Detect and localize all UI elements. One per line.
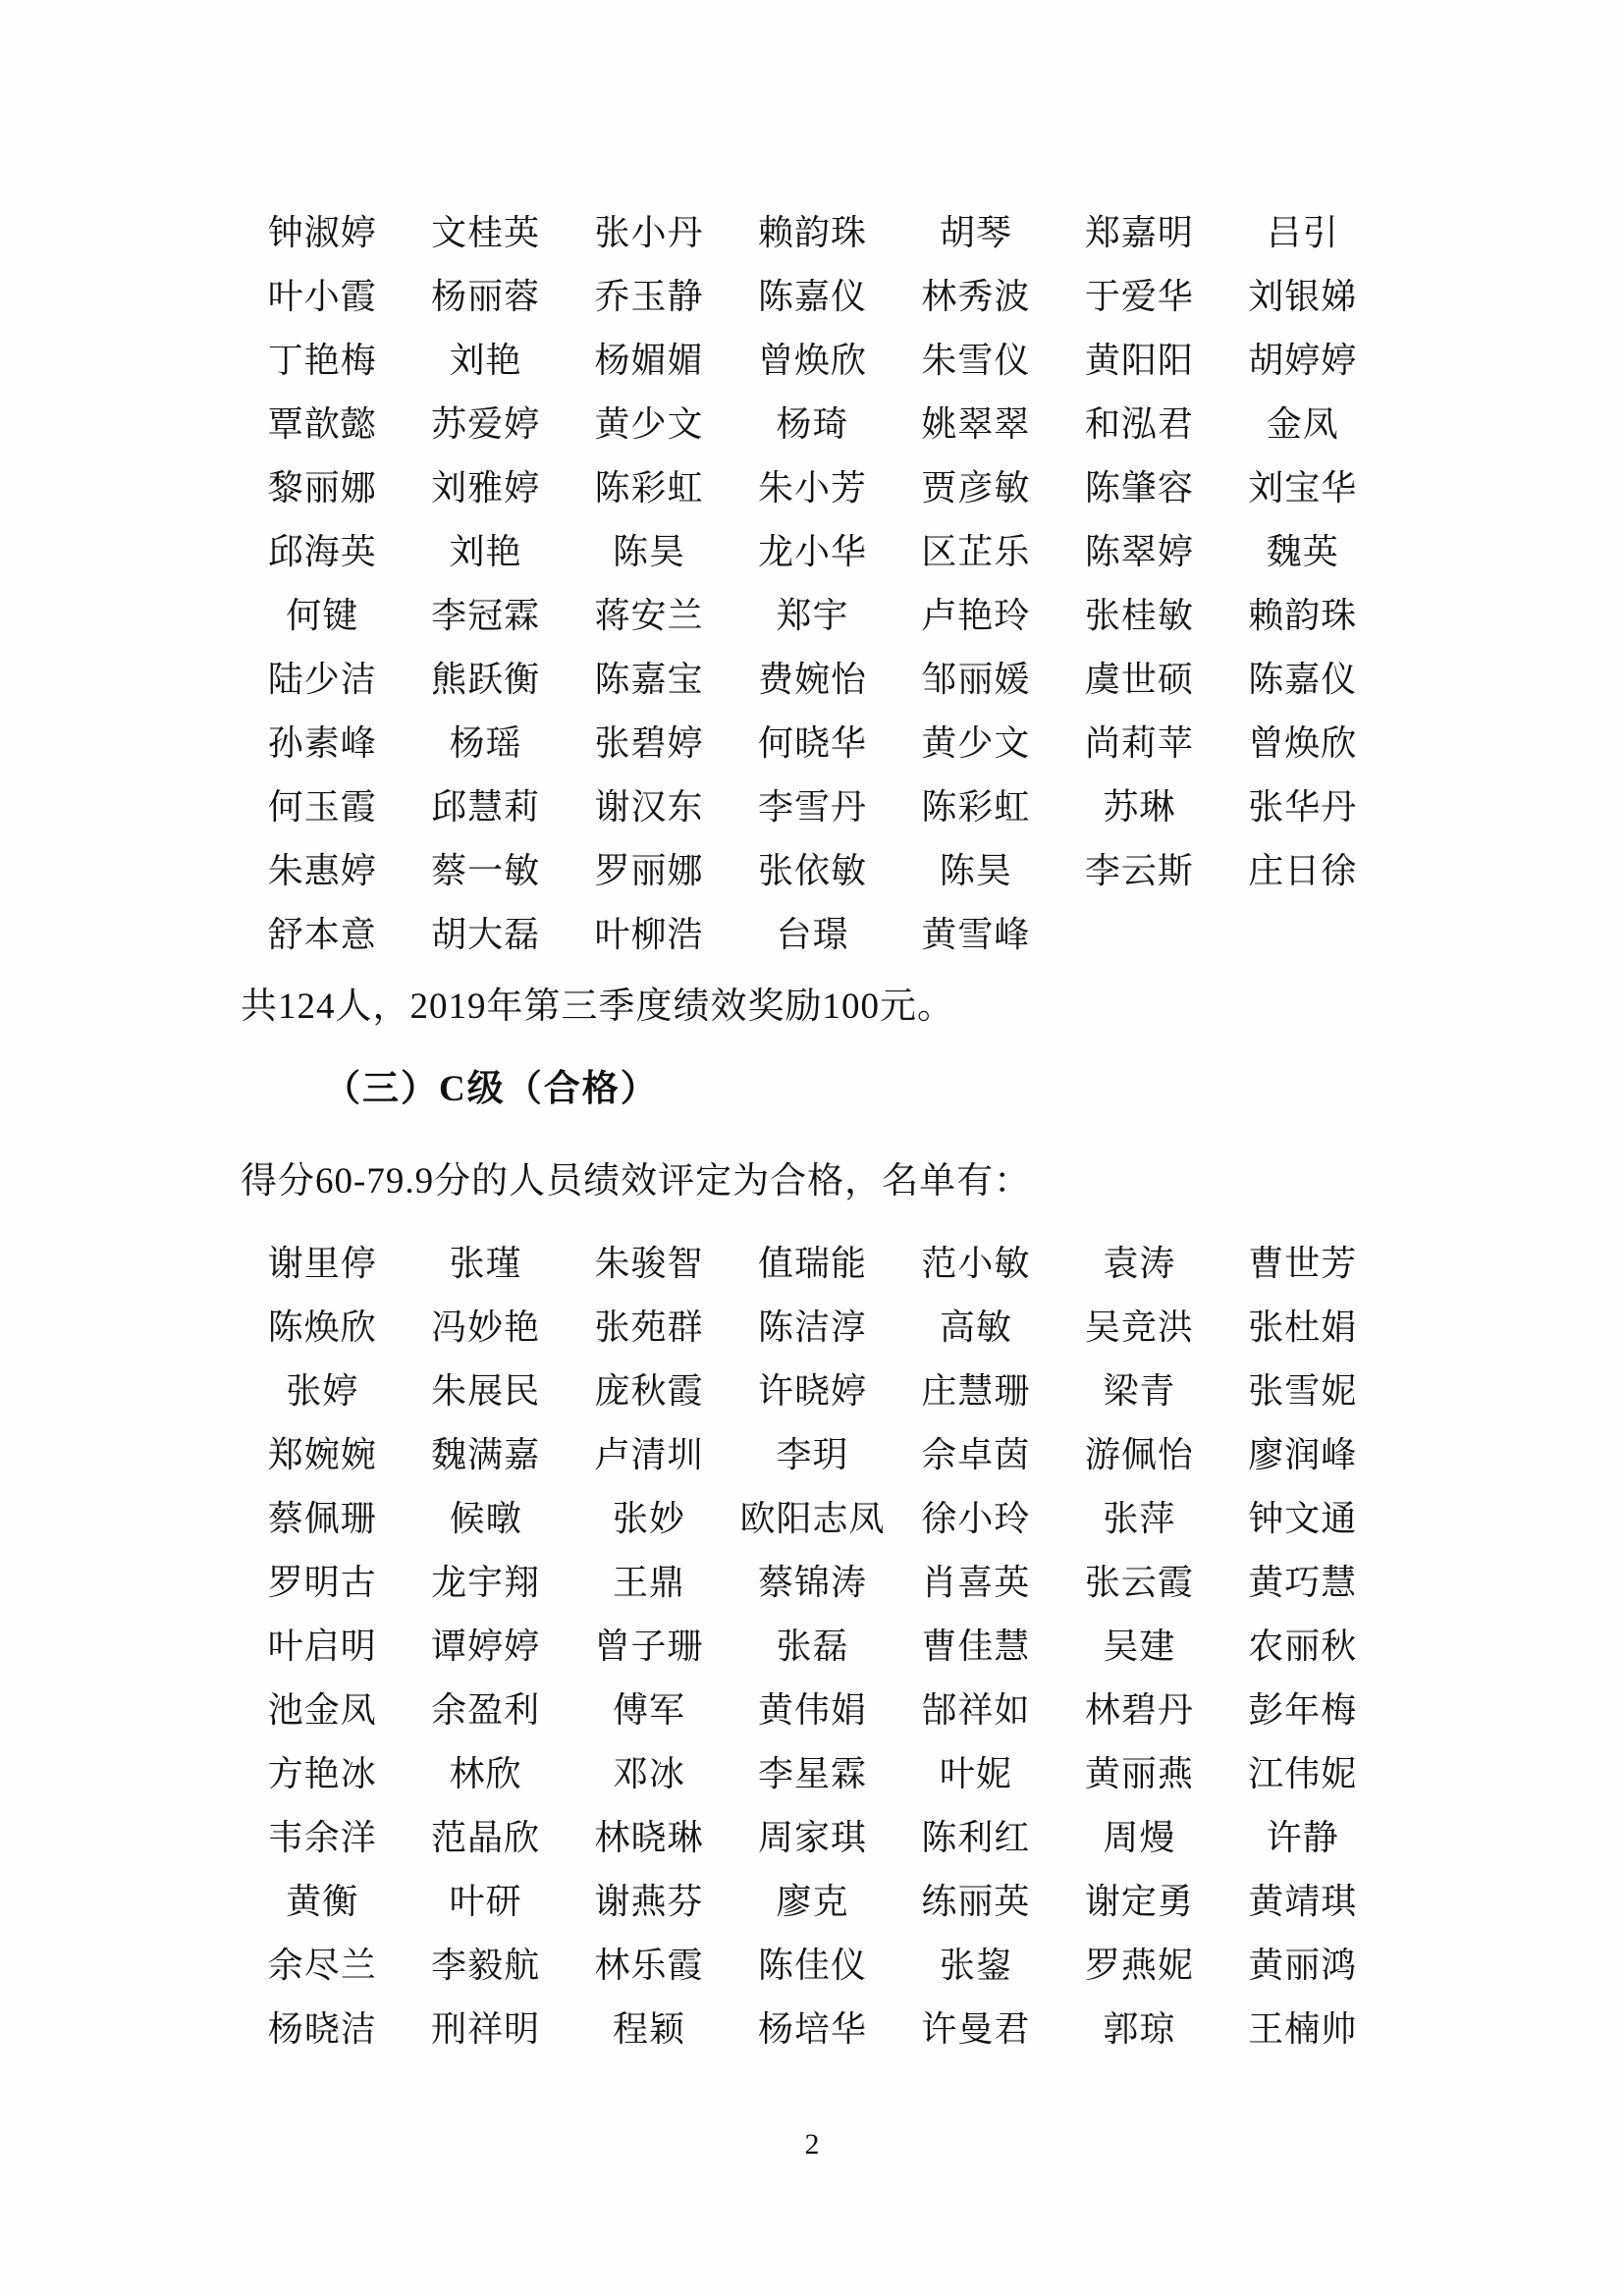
person-name: 张碧婷 bbox=[594, 723, 704, 763]
person-name: 张小丹 bbox=[594, 213, 704, 252]
person-name: 区芷乐 bbox=[921, 532, 1031, 571]
page-number: 2 bbox=[804, 2128, 820, 2161]
person-name: 陈肇容 bbox=[1084, 468, 1194, 507]
person-name: 蔡佩珊 bbox=[267, 1499, 377, 1538]
person-name: 林碧丹 bbox=[1084, 1690, 1194, 1730]
person-name: 何晓华 bbox=[757, 723, 867, 763]
person-name: 郑嘉明 bbox=[1084, 213, 1194, 252]
person-name: 林晓琳 bbox=[594, 1818, 704, 1857]
person-name: 吴建 bbox=[1103, 1627, 1176, 1666]
person-name: 叶妮 bbox=[939, 1754, 1012, 1793]
section-c-heading: （三）C级（合格） bbox=[324, 1069, 659, 1109]
person-name: 贾彦敏 bbox=[921, 468, 1031, 507]
person-name: 台璟 bbox=[776, 915, 849, 954]
name-row bbox=[241, 1548, 1384, 1612]
person-name: 陈嘉宝 bbox=[594, 660, 704, 699]
person-name: 杨琦 bbox=[776, 404, 849, 444]
name-row bbox=[241, 1484, 1384, 1548]
person-name: 黄丽鸿 bbox=[1248, 1946, 1358, 1985]
document-content bbox=[241, 0, 1384, 2058]
person-name: 张瑾 bbox=[449, 1244, 522, 1283]
person-name: 陆少洁 bbox=[267, 660, 377, 699]
person-name: 蔡一敏 bbox=[431, 851, 541, 890]
person-name: 佘卓茵 bbox=[921, 1435, 1031, 1474]
person-name: 卢清圳 bbox=[594, 1435, 704, 1474]
person-name: 叶柳浩 bbox=[594, 915, 704, 954]
person-name: 吴竞洪 bbox=[1084, 1308, 1194, 1347]
person-name: 谭婷婷 bbox=[431, 1627, 541, 1666]
person-name: 徐小玲 bbox=[921, 1499, 1031, 1538]
person-name: 农丽秋 bbox=[1248, 1627, 1358, 1666]
person-name: 赖韵珠 bbox=[1248, 596, 1358, 635]
person-name: 廖润峰 bbox=[1248, 1435, 1358, 1474]
person-name: 苏琳 bbox=[1103, 787, 1176, 827]
person-name: 李雪丹 bbox=[757, 787, 867, 827]
person-name: 赖韵珠 bbox=[757, 213, 867, 252]
person-name: 龙宇翔 bbox=[431, 1563, 541, 1602]
person-name: 候暾 bbox=[449, 1499, 522, 1538]
person-name: 覃歆懿 bbox=[267, 404, 377, 444]
person-name: 杨媚媚 bbox=[594, 341, 704, 380]
person-name: 陈嘉仪 bbox=[757, 277, 867, 316]
person-name: 刘艳 bbox=[449, 341, 522, 380]
person-name: 黄阳阳 bbox=[1084, 341, 1194, 380]
person-name: 王楠帅 bbox=[1248, 2009, 1358, 2049]
person-name: 江伟妮 bbox=[1248, 1754, 1358, 1793]
person-name: 张妙 bbox=[613, 1499, 686, 1538]
name-row bbox=[241, 836, 1384, 900]
person-name: 罗燕妮 bbox=[1084, 1946, 1194, 1985]
person-name: 张鋆 bbox=[939, 1946, 1012, 1985]
person-name: 蔡锦涛 bbox=[757, 1563, 867, 1602]
person-name: 于爱华 bbox=[1084, 277, 1194, 316]
person-name: 方艳冰 bbox=[267, 1754, 377, 1793]
person-name: 韦余洋 bbox=[267, 1818, 377, 1857]
person-name: 邹丽媛 bbox=[921, 660, 1031, 699]
person-name: 刘艳 bbox=[449, 532, 522, 571]
name-row bbox=[241, 326, 1384, 390]
person-name: 尚莉苹 bbox=[1084, 723, 1194, 763]
person-name: 谢汉东 bbox=[594, 787, 704, 827]
person-name: 姚翠翠 bbox=[921, 404, 1031, 444]
person-name: 罗明古 bbox=[267, 1563, 377, 1602]
name-row bbox=[241, 773, 1384, 836]
name-row bbox=[241, 262, 1384, 326]
person-name: 胡大磊 bbox=[431, 915, 541, 954]
person-name: 朱雪仪 bbox=[921, 341, 1031, 380]
person-name: 黄伟娟 bbox=[757, 1690, 867, 1730]
person-name: 值瑞能 bbox=[757, 1244, 867, 1283]
name-row bbox=[241, 1676, 1384, 1739]
person-name: 邱慧莉 bbox=[431, 787, 541, 827]
person-name: 林秀波 bbox=[921, 277, 1031, 316]
person-name: 杨晓洁 bbox=[267, 2009, 377, 2049]
person-name: 张磊 bbox=[776, 1627, 849, 1666]
name-row bbox=[241, 1420, 1384, 1484]
person-name: 李玥 bbox=[776, 1435, 849, 1474]
person-name: 许晓婷 bbox=[757, 1371, 867, 1411]
person-name: 金凤 bbox=[1266, 404, 1339, 444]
person-name: 张杜娟 bbox=[1248, 1308, 1358, 1347]
person-name: 朱小芳 bbox=[757, 468, 867, 507]
name-row bbox=[241, 1229, 1384, 1293]
person-name: 刑祥明 bbox=[431, 2009, 541, 2049]
person-name: 蒋安兰 bbox=[594, 596, 704, 635]
person-name: 庞秋霞 bbox=[594, 1371, 704, 1411]
person-name: 高敏 bbox=[939, 1308, 1012, 1347]
person-name: 和泓君 bbox=[1084, 404, 1194, 444]
section-c-intro-text: 得分60-79.9分的人员绩效评定为合格，名单有： bbox=[241, 1161, 1032, 1201]
person-name: 周熳 bbox=[1103, 1818, 1176, 1857]
person-name: 费婉怡 bbox=[757, 660, 867, 699]
person-name: 陈利红 bbox=[921, 1818, 1031, 1857]
person-name: 张雪妮 bbox=[1248, 1371, 1358, 1411]
person-name: 刘宝华 bbox=[1248, 468, 1358, 507]
person-name: 舒本意 bbox=[267, 915, 377, 954]
person-name: 陈昊 bbox=[939, 851, 1012, 890]
person-name: 余盈利 bbox=[431, 1690, 541, 1730]
person-name: 谢里停 bbox=[267, 1244, 377, 1283]
person-name: 龙小华 bbox=[757, 532, 867, 571]
name-row bbox=[241, 517, 1384, 581]
person-name: 朱骏智 bbox=[594, 1244, 704, 1283]
person-name: 陈佳仪 bbox=[757, 1946, 867, 1985]
person-name: 许曼君 bbox=[921, 2009, 1031, 2049]
person-name: 陈洁淳 bbox=[757, 1308, 867, 1347]
person-name: 王鼎 bbox=[613, 1563, 686, 1602]
person-name: 谢定勇 bbox=[1084, 1882, 1194, 1921]
person-name: 乔玉静 bbox=[594, 277, 704, 316]
person-name: 张华丹 bbox=[1248, 787, 1358, 827]
name-row bbox=[241, 900, 1384, 964]
person-name: 彭年梅 bbox=[1248, 1690, 1358, 1730]
person-name: 杨瑶 bbox=[449, 723, 522, 763]
name-row bbox=[241, 390, 1384, 454]
person-name: 刘雅婷 bbox=[431, 468, 541, 507]
person-name: 曾子珊 bbox=[594, 1627, 704, 1666]
person-name: 邓冰 bbox=[613, 1754, 686, 1793]
person-name: 冯妙艳 bbox=[431, 1308, 541, 1347]
person-name: 陈翠婷 bbox=[1084, 532, 1194, 571]
person-name: 黄巧慧 bbox=[1248, 1563, 1358, 1602]
person-name: 梁青 bbox=[1103, 1371, 1176, 1411]
person-name: 苏爱婷 bbox=[431, 404, 541, 444]
person-name: 陈昊 bbox=[613, 532, 686, 571]
person-name: 曾焕欣 bbox=[757, 341, 867, 380]
person-name: 朱展民 bbox=[431, 1371, 541, 1411]
person-name: 谢燕芬 bbox=[594, 1882, 704, 1921]
person-name: 郭琼 bbox=[1103, 2009, 1176, 2049]
name-row bbox=[241, 1995, 1384, 2058]
person-name: 余尽兰 bbox=[267, 1946, 377, 1985]
person-name: 廖克 bbox=[776, 1882, 849, 1921]
person-name: 罗丽娜 bbox=[594, 851, 704, 890]
person-name: 刘银娣 bbox=[1248, 277, 1358, 316]
person-name: 范小敏 bbox=[921, 1244, 1031, 1283]
person-name: 朱惠婷 bbox=[267, 851, 377, 890]
name-row bbox=[241, 454, 1384, 517]
person-name: 袁涛 bbox=[1103, 1244, 1176, 1283]
person-name: 何键 bbox=[286, 596, 359, 635]
person-name: 陈彩虹 bbox=[594, 468, 704, 507]
person-name: 练丽英 bbox=[921, 1882, 1031, 1921]
person-name: 郑婉婉 bbox=[267, 1435, 377, 1474]
name-row bbox=[241, 1612, 1384, 1676]
person-name: 虞世硕 bbox=[1084, 660, 1194, 699]
person-name: 林欣 bbox=[449, 1754, 522, 1793]
person-name: 胡琴 bbox=[939, 213, 1012, 252]
person-name: 游佩怡 bbox=[1084, 1435, 1194, 1474]
name-row bbox=[241, 1293, 1384, 1357]
person-name: 周家琪 bbox=[757, 1818, 867, 1857]
person-name: 叶启明 bbox=[267, 1627, 377, 1666]
person-name: 李星霖 bbox=[757, 1754, 867, 1793]
person-name: 张萍 bbox=[1103, 1499, 1176, 1538]
person-name: 钟淑婷 bbox=[267, 213, 377, 252]
person-name: 叶研 bbox=[449, 1882, 522, 1921]
name-row bbox=[241, 1357, 1384, 1420]
person-name: 李云斯 bbox=[1084, 851, 1194, 890]
person-name: 郑宇 bbox=[776, 596, 849, 635]
person-name: 黄少文 bbox=[921, 723, 1031, 763]
person-name: 何玉霞 bbox=[267, 787, 377, 827]
person-name: 杨培华 bbox=[757, 2009, 867, 2049]
grade-b-name-grid bbox=[241, 198, 1384, 964]
person-name: 林乐霞 bbox=[594, 1946, 704, 1985]
person-name: 肖喜英 bbox=[921, 1563, 1031, 1602]
person-name: 胡婷婷 bbox=[1248, 341, 1358, 380]
person-name: 庄日徐 bbox=[1248, 851, 1358, 890]
person-name: 熊跃衡 bbox=[431, 660, 541, 699]
person-name: 吕引 bbox=[1266, 213, 1339, 252]
person-name: 黎丽娜 bbox=[267, 468, 377, 507]
person-name: 黄雪峰 bbox=[921, 915, 1031, 954]
person-name: 魏满嘉 bbox=[431, 1435, 541, 1474]
person-name: 黄少文 bbox=[594, 404, 704, 444]
person-name: 陈嘉仪 bbox=[1248, 660, 1358, 699]
person-name: 郜祥如 bbox=[921, 1690, 1031, 1730]
name-row bbox=[241, 645, 1384, 709]
person-name: 张云霞 bbox=[1084, 1563, 1194, 1602]
name-row bbox=[241, 1739, 1384, 1803]
person-name: 池金凤 bbox=[267, 1690, 377, 1730]
person-name: 李冠霖 bbox=[431, 596, 541, 635]
person-name: 傅军 bbox=[613, 1690, 686, 1730]
name-row bbox=[241, 1803, 1384, 1867]
person-name: 欧阳志凤 bbox=[739, 1499, 886, 1538]
person-name: 程颖 bbox=[613, 2009, 686, 2049]
person-name: 陈焕欣 bbox=[267, 1308, 377, 1347]
name-row bbox=[241, 198, 1384, 262]
person-name: 张依敏 bbox=[757, 851, 867, 890]
person-name: 曹佳慧 bbox=[921, 1627, 1031, 1666]
person-name: 叶小霞 bbox=[267, 277, 377, 316]
person-name: 黄靖琪 bbox=[1248, 1882, 1358, 1921]
person-name: 孙素峰 bbox=[267, 723, 377, 763]
person-name: 魏英 bbox=[1266, 532, 1339, 571]
person-name: 李毅航 bbox=[431, 1946, 541, 1985]
person-name: 卢艳玲 bbox=[921, 596, 1031, 635]
grade-c-name-grid bbox=[241, 1229, 1384, 2058]
name-row bbox=[241, 709, 1384, 773]
person-name: 黄衡 bbox=[286, 1882, 359, 1921]
name-row bbox=[241, 1931, 1384, 1995]
person-name: 曹世芳 bbox=[1248, 1244, 1358, 1283]
name-row bbox=[241, 1867, 1384, 1931]
name-row bbox=[241, 581, 1384, 645]
person-name: 陈彩虹 bbox=[921, 787, 1031, 827]
person-name: 许静 bbox=[1266, 1818, 1339, 1857]
person-name: 钟文通 bbox=[1248, 1499, 1358, 1538]
person-name: 杨丽蓉 bbox=[431, 277, 541, 316]
person-name: 张桂敏 bbox=[1084, 596, 1194, 635]
person-name: 丁艳梅 bbox=[267, 341, 377, 380]
person-name: 黄丽燕 bbox=[1084, 1754, 1194, 1793]
person-name: 曾焕欣 bbox=[1248, 723, 1358, 763]
person-name: 文桂英 bbox=[431, 213, 541, 252]
person-name: 张婷 bbox=[286, 1371, 359, 1411]
person-name: 张苑群 bbox=[594, 1308, 704, 1347]
person-name: 邱海英 bbox=[267, 532, 377, 571]
person-name: 范晶欣 bbox=[431, 1818, 541, 1857]
person-name: 庄慧珊 bbox=[921, 1371, 1031, 1411]
grade-b-summary-text: 共124人，2019年第三季度绩效奖励100元。 bbox=[241, 987, 954, 1027]
